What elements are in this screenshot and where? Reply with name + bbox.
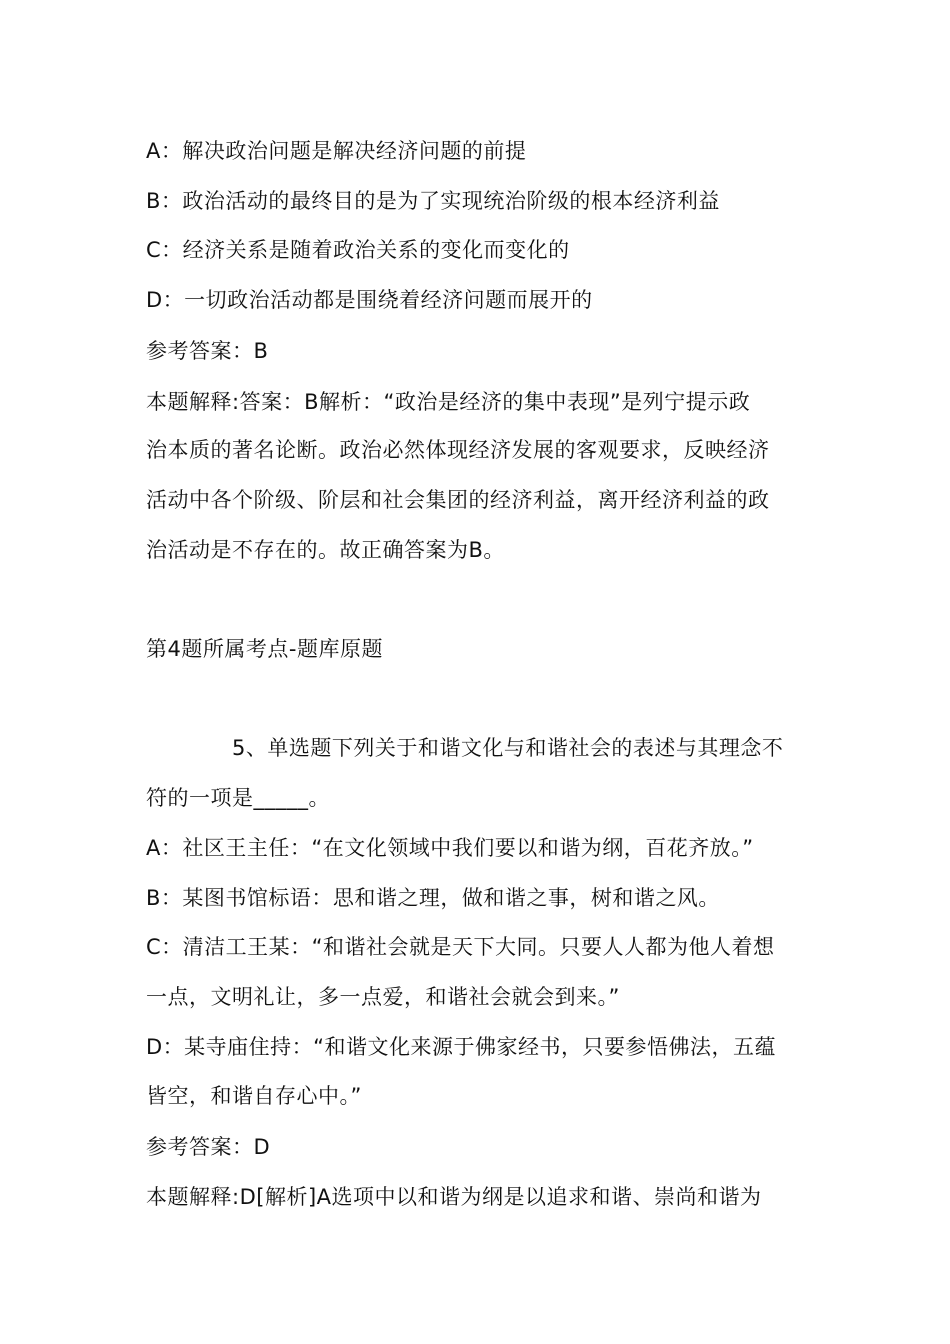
q5-option-c-line: 一点，文明礼让，多一点爱，和谐社会就会到来。” [146,985,620,1009]
q4-option-c: C：经济关系是随着政治关系的变化而变化的 [146,238,570,262]
q4-explanation-line: 治活动是不存在的。故正确答案为B。 [146,538,505,562]
q5-stem-line: 符的一项是_____。 [146,786,330,810]
q4-option-d: D：一切政治活动都是围绕着经济问题而展开的 [146,288,593,312]
q5-option-c-line: C：清洁工王某：“和谐社会就是天下大同。只要人人都为他人着想 [146,935,775,959]
q5-option-b: B：某图书馆标语：思和谐之理，做和谐之事，树和谐之风。 [146,886,720,910]
q4-explanation-line: 活动中各个阶级、阶层和社会集团的经济利益，离开经济利益的政 [146,488,770,512]
q5-stem-line: 5、单选题下列关于和谐文化与和谐社会的表述与其理念不 [232,736,784,760]
q4-option-a: A：解决政治问题是解决经济问题的前提 [146,139,527,163]
q4-explanation-line: 治本质的著名论断。政治必然体现经济发展的客观要求，反映经济 [146,438,770,462]
q5-explanation-line: 本题解释:D[解析]A选项中以和谐为纲是以追求和谐、崇尚和谐为 [146,1185,762,1209]
q4-answer: 参考答案：B [146,339,269,363]
q5-option-a: A：社区王主任：“在文化领域中我们要以和谐为纲，百花齐放。” [146,836,754,860]
q4-explanation-line: 本题解释:答案：B解析：“政治是经济的集中表现”是列宁提示政 [146,390,751,414]
q4-topic-note: 第4题所属考点-题库原题 [146,637,383,661]
q4-option-b: B：政治活动的最终目的是为了实现统治阶级的根本经济利益 [146,189,720,213]
q5-option-d-line: D：某寺庙住持：“和谐文化来源于佛家经书，只要参悟佛法，五蕴 [146,1035,777,1059]
q5-option-d-line: 皆空，和谐自存心中。” [146,1084,362,1108]
q5-answer: 参考答案：D [146,1135,271,1159]
